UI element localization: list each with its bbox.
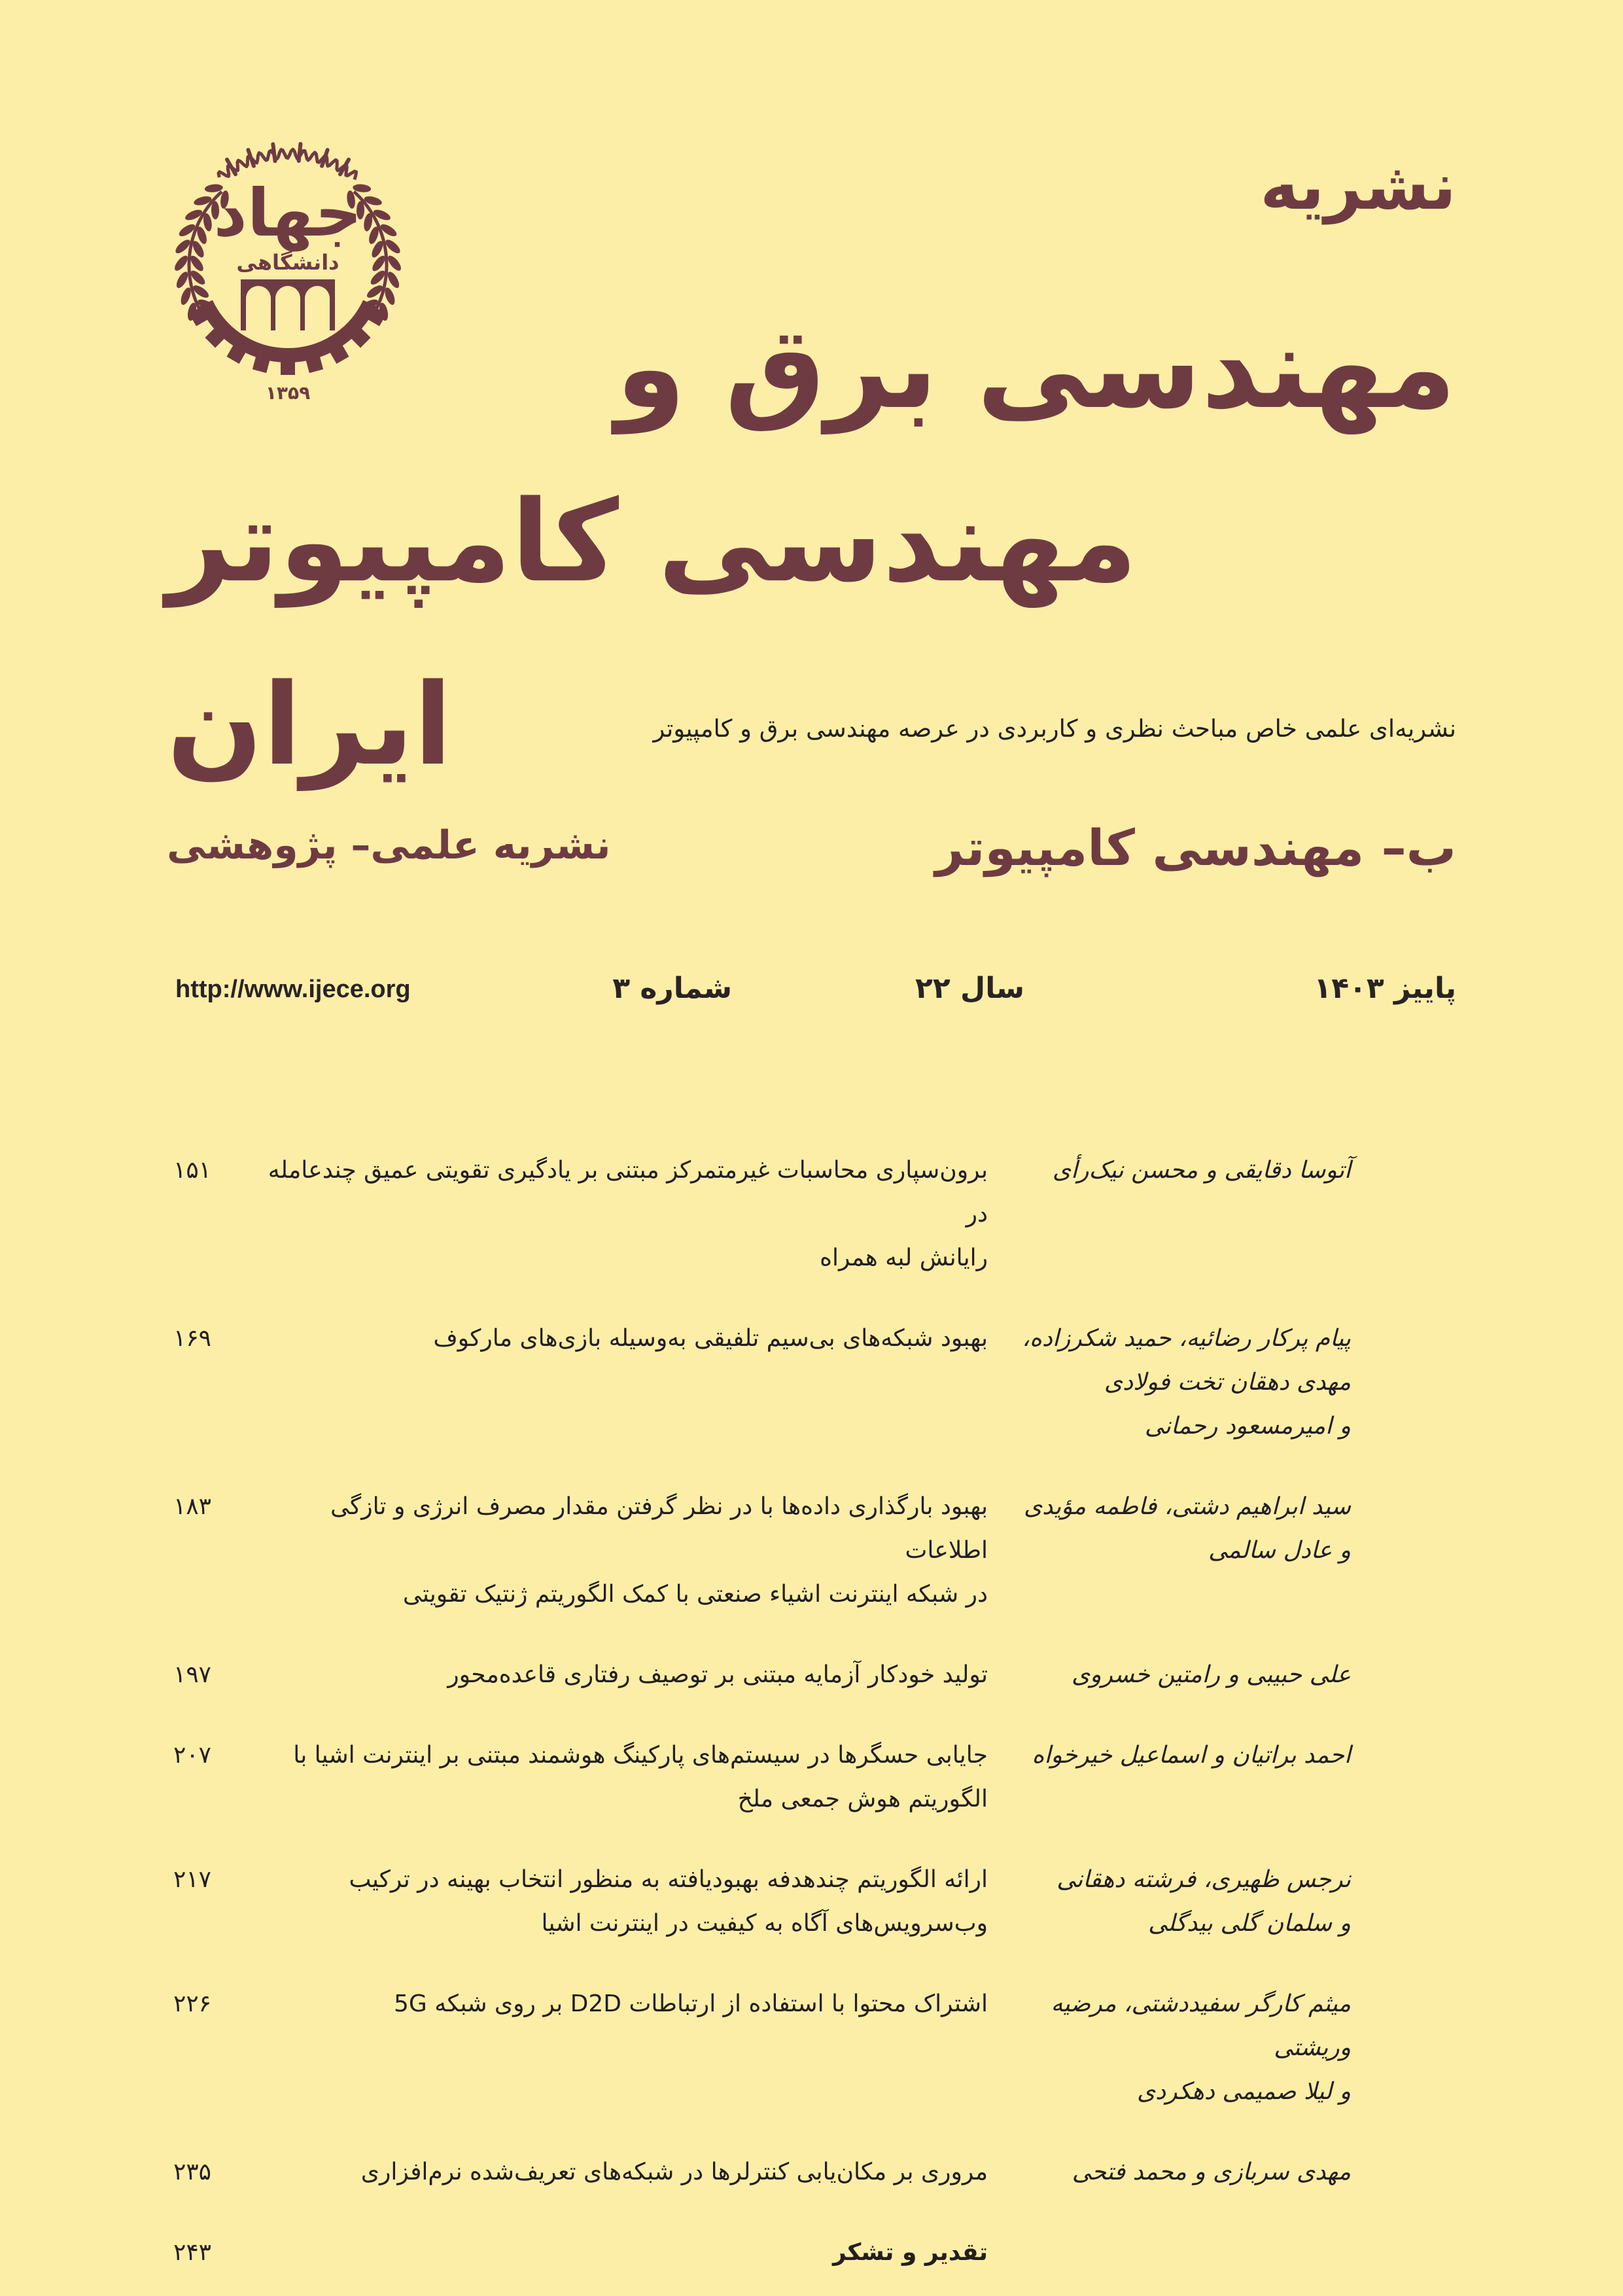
toc-author-line: و امیرمسعود رحمانی	[1144, 1413, 1351, 1439]
journal-tagline: نشریه‌ای علمی خاص مباحث نظری و کاربردی در عرصه مهندسی برق و کامپیوتر	[653, 715, 1456, 743]
toc-author-line: پیام پرکار رضائیه، حمید شکرزاده،	[1022, 1325, 1351, 1352]
toc-title-line: رایانش لبه همراه	[820, 1245, 988, 1271]
toc-title-line: بهبود بارگذاری داده‌ها با در نظر گرفتن مقدار مصرف انرژی و تازگی اطلاعات	[330, 1493, 988, 1564]
issue-season: پاییز ۱۴۰۳	[1314, 972, 1456, 1005]
toc-authors	[988, 1733, 1351, 1821]
toc-title-line: تولید خودکار آزمایه مبتنی بر توصیف رفتاری قاعده‌محور	[447, 1661, 988, 1688]
toc-title	[236, 1148, 988, 1280]
jahad-daneshgahi-logo	[164, 134, 412, 409]
toc-author-line: آتوسا دقایقی و محسن نیک‌رأی	[1052, 1157, 1351, 1184]
toc-entry-acknowledgement	[173, 2231, 1351, 2274]
table-of-contents	[173, 1148, 1351, 2296]
laurel-leaf	[173, 254, 190, 273]
toc-page-number: ۱۶۹	[173, 1325, 212, 1352]
toc-title	[236, 1316, 988, 1448]
toc-title-line: مروری بر مکان‌یابی کنترلرها در شبکه‌های تعریف‌شده نرم‌افزاری	[360, 2159, 988, 2185]
logo-subtitle: دانشگاهی	[236, 250, 340, 275]
journal-title-line-2: مهندسی کامپیوتر	[167, 476, 1138, 607]
toc-entry	[173, 1982, 1351, 2113]
logo-year: ۱۳۵۹	[265, 382, 311, 404]
toc-page-number: ۱۵۱	[173, 1157, 212, 1184]
toc-entry	[173, 1733, 1351, 1821]
journal-website-url: http://www.ijece.org	[175, 976, 411, 1003]
toc-author-line: میثم کارگر سفیددشتی، مرضیه وریشتی	[1051, 1990, 1351, 2061]
toc-authors	[988, 2150, 1351, 2194]
toc-authors	[988, 1485, 1351, 1616]
logo-arches	[241, 279, 335, 330]
calligraphy-stroke	[273, 144, 275, 161]
toc-entry	[173, 1858, 1351, 1945]
toc-entry	[173, 2150, 1351, 2194]
toc-title-line: ارائه الگوریتم چندهدفه بهبودیافته به منظور انتخاب بهینه در ترکیب	[349, 1866, 988, 1893]
toc-author-line: سید ابراهیم دشتی، فاطمه مؤیدی	[1024, 1493, 1351, 1520]
toc-entry	[173, 1653, 1351, 1697]
toc-title	[236, 1485, 988, 1616]
toc-author-line: و سلمان گلی بیدگلی	[1148, 1910, 1351, 1937]
toc-title-line: الگوریتم هوش جمعی ملخ	[737, 1786, 988, 1812]
journal-section: ب– مهندسی کامپیوتر	[935, 819, 1456, 877]
journal-label: نشریه	[1260, 148, 1456, 224]
toc-author-line: علی حبیبی و رامتین خسروی	[1071, 1661, 1351, 1688]
toc-title-line: وب‌سرویس‌های آگاه به کیفیت در اینترنت اشیا	[541, 1910, 988, 1937]
toc-authors	[988, 2231, 1351, 2274]
toc-title	[236, 1982, 988, 2113]
issue-number: شماره ۳	[612, 972, 732, 1005]
toc-title	[236, 2150, 988, 2194]
calligraphy-stroke	[299, 144, 301, 161]
gear-tooth	[281, 361, 295, 375]
journal-category: نشریه علمی– پژوهشی	[167, 822, 611, 868]
toc-page-number: ۲۲۶	[173, 1990, 212, 2017]
toc-authors	[988, 1316, 1351, 1448]
toc-author-line: مهدی دهقان تخت فولادی	[1104, 1369, 1351, 1396]
toc-title	[236, 1858, 988, 1945]
toc-authors	[988, 1148, 1351, 1280]
gear-ring	[206, 303, 370, 355]
toc-title	[236, 1733, 988, 1821]
toc-title-line: جایابی حسگرها در سیستم‌های پارکینگ هوشمند مبتنی بر اینترنت اشیا با	[293, 1742, 988, 1769]
toc-title-line: در شبکه اینترنت اشیاء صنعتی با کمک الگوریتم ژنتیک تقویتی	[402, 1581, 988, 1608]
journal-title-line-1: مهندسی برق و	[616, 302, 1456, 434]
toc-author-line: و لیلا صمیمی دهکردی	[1136, 2078, 1351, 2105]
toc-entry	[173, 1485, 1351, 1616]
toc-page-number: ۲۰۷	[173, 1742, 212, 1769]
toc-page-number: ۲۳۵	[173, 2159, 212, 2185]
journal-title-line-3: ایران	[167, 659, 453, 790]
toc-authors	[988, 1653, 1351, 1697]
toc-authors	[988, 1858, 1351, 1945]
toc-page-number: ۱۸۳	[173, 1493, 212, 1520]
toc-page-number: ۲۱۷	[173, 1866, 212, 1893]
toc-title	[236, 2231, 988, 2274]
toc-title-line: بهبود شبکه‌های بی‌سیم تلفیقی به‌وسیله بازی‌های مارکوف	[433, 1325, 988, 1352]
toc-page-number: ۲۴۳	[173, 2239, 212, 2266]
issue-volume: سال ۲۲	[915, 972, 1024, 1005]
toc-author-line: نرجس ظهیری، فرشته دهقانی	[1056, 1866, 1351, 1893]
toc-entry	[173, 1148, 1351, 1280]
toc-title-line: اشتراک محتوا با استفاده از ارتباطات D2D بر روی شبکه 5G	[394, 1990, 988, 2017]
toc-title-line: تقدیر و تشکر	[832, 2239, 988, 2266]
logo-gear	[189, 303, 387, 375]
toc-page-number: ۱۹۷	[173, 1661, 212, 1688]
logo-wordmark: جهاد	[213, 175, 362, 251]
toc-entry	[173, 1316, 1351, 1448]
toc-entries	[173, 1148, 1351, 2194]
toc-title	[236, 1653, 988, 1697]
toc-authors	[988, 1982, 1351, 2113]
toc-author-line: احمد براتیان و اسماعیل خیرخواه	[1032, 1742, 1351, 1769]
toc-author-line: و عادل سالمی	[1208, 1537, 1351, 1564]
toc-author-line: مهدی سربازی و محمد فتحی	[1072, 2159, 1351, 2185]
laurel-leaf	[386, 254, 404, 273]
toc-title-line: برون‌سپاری محاسبات غیرمتمرکز مبتنی بر یادگیری تقویتی عمیق چندعامله در	[268, 1157, 988, 1227]
